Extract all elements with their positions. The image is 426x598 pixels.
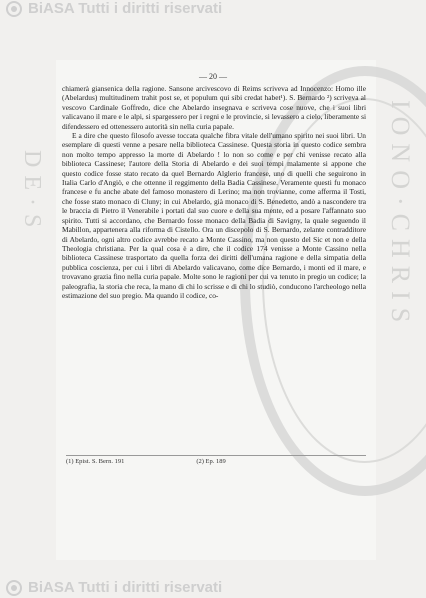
footnote: (2) Ep. 189: [196, 458, 226, 465]
body-text: [62, 84, 366, 300]
watermark-text: BiASA Tutti i diritti riservati: [28, 0, 223, 17]
footnotes: [66, 455, 366, 465]
paragraph: chiamerà giansenica della ragione. Sansone arcivescovo di Reims scriveva ad Innocenzo: Homo ille (Abelardus) multitudinem trahit post se, et populum qui sibi credat habet¹). S. Bernardo ²) scriveva al vescovo Cardinale Goffredo, dice che Abelardo insegnava e scriveva cose nuove, che i suoi libri valicavano il mare e le alpi, si spargessero per i regni e le provincie, si levassero a cielo, liberamente si difendessero ed ottenessero autorità sin nella curia papale.: [62, 84, 366, 131]
seal-lettering-left: DE·S: [19, 150, 45, 236]
biasa-logo-icon: [6, 580, 22, 596]
footnote: (1) Epist. S. Bern. 191: [66, 458, 125, 465]
seal-lettering-right: IONO·CHRIS: [386, 100, 415, 331]
watermark-top: [0, 0, 426, 17]
biasa-logo-icon: [6, 1, 22, 17]
page-number: — 20 —: [199, 72, 227, 81]
paragraph: E a dire che questo filosofo avesse toccata qualche fibra vitale dell'umano spirito nei suoi libri. Un esemplare di questi venne a pesare nella biblioteca Cassinese. Questa storia in questo codice sembra non molto tempo appresso la morte di Abelardo ! lo non so come e per chi venisse recato alla biblioteca Cassinese; l'autore della Storia di Abelardo e dei suoi tempi malamente si appone che questo codice fosse stato recato da quel Bernardo Alglerio francese, uno di quelli che seguirono in Italia Carlo d'Angiò, e che ottenne il reggimento della Badia Cassinese. Veramente questi fu monaco francese e fu anche abate del famoso monastero di Lerino; ma non trovianne, come afferma il Tosti, che fosse stato monaco di Cluny; in cui Abelardo, già monaco di S. Benedetto, andò a nascondere tra le braccia di Pietro il Venerabile i portati dal suo cuore e della sua mente, ed a posare l'affannato suo spirito. Tutti si accordano, che Bernardo fosse monaco della Badia di Savigny, la quale seguendo il Mabillon, appartenera alla riforma di Cistello. Ora un discepolo di S. Bernardo, zelante contradditore di Abelardo, ogni altro codice avrebbe recato a Monte Cassino, ma non questo del Sic et non e della Theologia christiana. Per la qual cosa è a dire, che il codice 174 venisse a Monte Cassino nella biblioteca Cassinese trasportato da quella forza dei diritti dell'umana ragione e della simpatia della pubblica coscienza, per cui i libri di Abelardo valicavano, come dice Bernardo, i monti ed il mare, e trovavano grazia fino nella curia papale. Molte sono le ragioni per cui va tenuto in pregio un codice; la paleografia, la storia che reca, la mano di chi lo scrisse e di chi lo studiò, conducono l'archeologo nella estimazione del suo pregio. Ma quando il codice, co-: [62, 131, 366, 300]
watermark-text: BiASA Tutti i diritti riservati: [28, 579, 223, 596]
watermark-bottom: [0, 579, 426, 596]
